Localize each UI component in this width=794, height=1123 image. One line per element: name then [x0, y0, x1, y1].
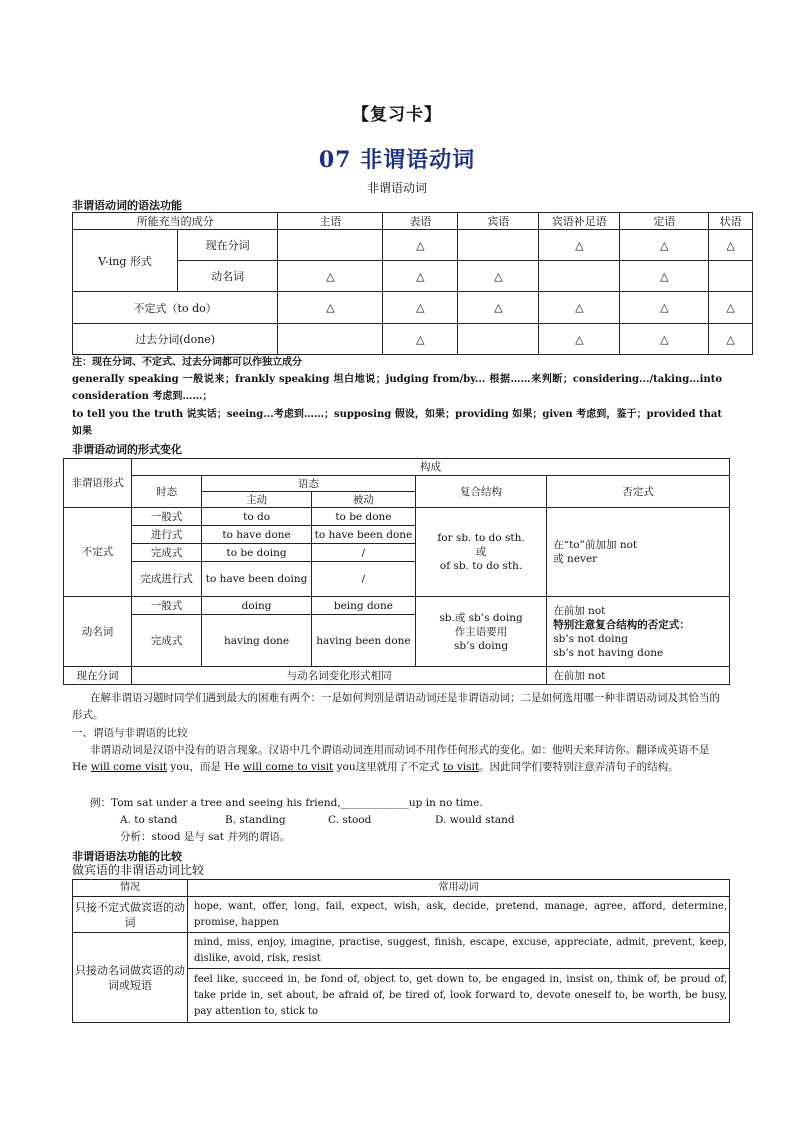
example-blank: _____________: [340, 797, 409, 809]
tense-cell: 完成式: [132, 615, 202, 667]
example-tail: up in no time.: [408, 797, 483, 809]
mark-cell: △: [383, 324, 458, 355]
negative-line: 在“to”前加加 not: [553, 539, 638, 551]
mark-cell: [458, 324, 539, 355]
verbs-cell: hope, want, offer, long, fail, expect, wish, ask, decide, pretend, manage, agree, afford, determine, promise, happen: [188, 897, 730, 933]
note-line-1: 注：现在分词、不定式、过去分词都可以作独立成分: [72, 357, 302, 368]
option-a: A. to stand: [120, 814, 178, 826]
mark-cell: △: [278, 261, 383, 292]
note-line-3: to tell you the truth 说实话；seeing...考虑到……；supposing 假设，如果；providing 如果；given 考虑到，鉴于；provided that 如果: [72, 409, 722, 437]
mark-cell: △: [383, 230, 458, 261]
group-label: V-ing 形式: [73, 230, 178, 292]
verbs-cell: feel like, succeed in, be fond of, object to, get down to, be engaged in, insist on, think of, be proud of, take pride in, set about, be afraid of, be tired of, look forward to, devote oneself to, be worth, be busy, pay attention to, stick to: [188, 969, 730, 1023]
h-verbs: 常用动词: [188, 880, 730, 897]
mark-cell: [278, 324, 383, 355]
h-compound: 复合结构: [415, 476, 546, 508]
mark-cell: [539, 261, 620, 292]
function-table: [72, 212, 753, 355]
tense-cell: 一般式: [132, 597, 202, 615]
mark-cell: △: [539, 324, 620, 355]
underlined-run: to visit: [442, 761, 480, 773]
row-label: 动名词: [178, 261, 278, 292]
active-cell: to have been doing: [202, 562, 312, 597]
tense-cell: 完成进行式: [132, 562, 202, 597]
passive-cell: /: [311, 544, 415, 562]
inf-label: 不定式: [64, 508, 132, 597]
col-header: 定语: [620, 213, 709, 230]
passive-cell: to have been done: [311, 526, 415, 544]
ger-compound: [415, 597, 546, 667]
example-line: [90, 795, 746, 812]
negative-line: 特别注意复合结构的否定式：: [553, 618, 690, 631]
row-label: 现在分词: [178, 230, 278, 261]
col-header: 主语: [278, 213, 383, 230]
mark-cell: △: [620, 230, 709, 261]
tense-cell: 进行式: [132, 526, 202, 544]
compound-line: for sb. to do sth.: [437, 532, 525, 544]
text-run: you，而是 He: [167, 761, 243, 773]
section-heading-1: 一、谓语与非谓语的比较: [72, 727, 188, 739]
h-voice: 语态: [202, 476, 416, 492]
option-d: D. would stand: [435, 814, 515, 826]
mark-cell: △: [458, 261, 539, 292]
h-case: 情况: [73, 880, 188, 897]
subtitle: 非谓语动词: [366, 181, 427, 195]
h-active: 主动: [202, 492, 312, 508]
compound-line: sb.或 sb’s doing: [439, 611, 523, 624]
object-table: [72, 879, 730, 1023]
part-negative: 在前加 not: [547, 667, 730, 685]
text-run: 。因此同学们要特别注意弄清句子的结构。: [479, 761, 679, 773]
mark-cell: △: [278, 292, 383, 324]
mark-cell: △: [620, 324, 709, 355]
mark-cell: △: [620, 261, 709, 292]
option-b: B. standing: [225, 814, 286, 826]
compound-line: 或: [475, 546, 487, 558]
ger-negative: [547, 597, 730, 667]
row-label: 过去分词(done): [73, 324, 278, 355]
tense-cell: 一般式: [132, 508, 202, 526]
h-passive: 被动: [311, 492, 415, 508]
col-header: 表语: [383, 213, 458, 230]
option-c: C. stood: [328, 814, 372, 826]
mark-cell: △: [620, 292, 709, 324]
negative-line: 或 never: [553, 553, 598, 565]
col-header: 宾语: [458, 213, 539, 230]
section3-heading: 非谓语语法功能的比较: [72, 850, 182, 863]
mark-cell: △: [383, 261, 458, 292]
active-cell: to have done: [202, 526, 312, 544]
active-cell: to do: [202, 508, 312, 526]
compound-line: sb’s doing: [454, 639, 509, 652]
text-run: 非谓语动词是汉语中没有的语言现象。汉语中几个谓语动词连用而动词不用作任何形式的变化。如：他明天来拜访你。翻译成英语不是 He: [72, 744, 710, 773]
col-header: 状语: [709, 213, 753, 230]
row-label: 不定式（to do）: [73, 292, 278, 324]
mark-cell: △: [539, 230, 620, 261]
passive-cell: to be done: [311, 508, 415, 526]
inf-negative: [547, 508, 730, 597]
mark-cell: △: [539, 292, 620, 324]
card-title: 【复习卡】: [352, 105, 442, 125]
mark-cell: [458, 230, 539, 261]
mark-cell: △: [458, 292, 539, 324]
case-cell: 只接动名词做宾语的动词或短语: [73, 933, 188, 1023]
note-line-2: generally speaking 一般说来；frankly speaking 坦白地说；judging from/by... 根据……来判断；considering.../taking...into consideration 考虑到……；: [72, 374, 722, 402]
section1-heading: 非谓语动词的语法功能: [72, 199, 182, 212]
underlined-run: will come visit: [90, 761, 168, 773]
form-table: [63, 458, 730, 685]
analysis-line: 分析：stood 是与 sat 并列的谓语。: [120, 831, 291, 843]
example-text: Tom sat under a tree and seeing his friend,: [111, 797, 341, 809]
ger-label: 动名词: [64, 597, 132, 667]
mark-cell: [709, 261, 753, 292]
mark-cell: △: [709, 324, 753, 355]
mark-cell: [278, 230, 383, 261]
text-run: you这里就用了不定式: [333, 761, 443, 773]
corner-cell: 所能充当的成分: [73, 213, 278, 230]
passive-cell: having been done: [311, 615, 415, 667]
part-desc: 与动名词变化形式相同: [132, 667, 547, 685]
negative-line: sb’s not doing: [553, 632, 628, 645]
negative-line: sb’s not having done: [553, 646, 664, 659]
section3-subheading: 做宾语的非谓语动词比较: [72, 863, 205, 877]
verbs-cell: mind, miss, enjoy, imagine, practise, suggest, finish, escape, excuse, appreciate, admit, prevent, keep, dislike, avoid, risk, resist: [188, 933, 730, 969]
tense-cell: 完成式: [132, 544, 202, 562]
compound-line: of sb. to do sth.: [439, 560, 523, 572]
compound-line: 作主语要用: [454, 625, 508, 638]
h-form: 非谓语形式: [64, 459, 132, 508]
options-line: [120, 812, 720, 829]
intro-paragraph: 在解非谓语习题时同学们遇到最大的困难有两个：一是如何判别是谓语动词还是非谓语动词；二是如何选用哪一种非谓语动词及其恰当的形式。: [72, 692, 720, 721]
negative-line: 在前加 not: [553, 604, 606, 617]
h-negative: 否定式: [547, 476, 730, 508]
mark-cell: △: [709, 292, 753, 324]
active-cell: doing: [202, 597, 312, 615]
part-label: 现在分词: [64, 667, 132, 685]
h-tense: 时态: [132, 476, 202, 508]
h-build: 构成: [132, 459, 730, 476]
mark-cell: △: [709, 230, 753, 261]
example-label: 例：: [90, 797, 111, 809]
col-header: 宾语补足语: [539, 213, 620, 230]
passive-cell: being done: [311, 597, 415, 615]
paragraph-1: [72, 742, 728, 776]
active-cell: to be doing: [202, 544, 312, 562]
main-title: 07 非谓语动词: [318, 147, 476, 173]
mark-cell: △: [383, 292, 458, 324]
section2-heading: 非谓语动词的形式变化: [72, 443, 182, 456]
passive-cell: /: [311, 562, 415, 597]
inf-compound: [415, 508, 546, 597]
underlined-run: will come to visit: [243, 761, 334, 773]
case-cell: 只接不定式做宾语的动词: [73, 897, 188, 933]
active-cell: having done: [202, 615, 312, 667]
